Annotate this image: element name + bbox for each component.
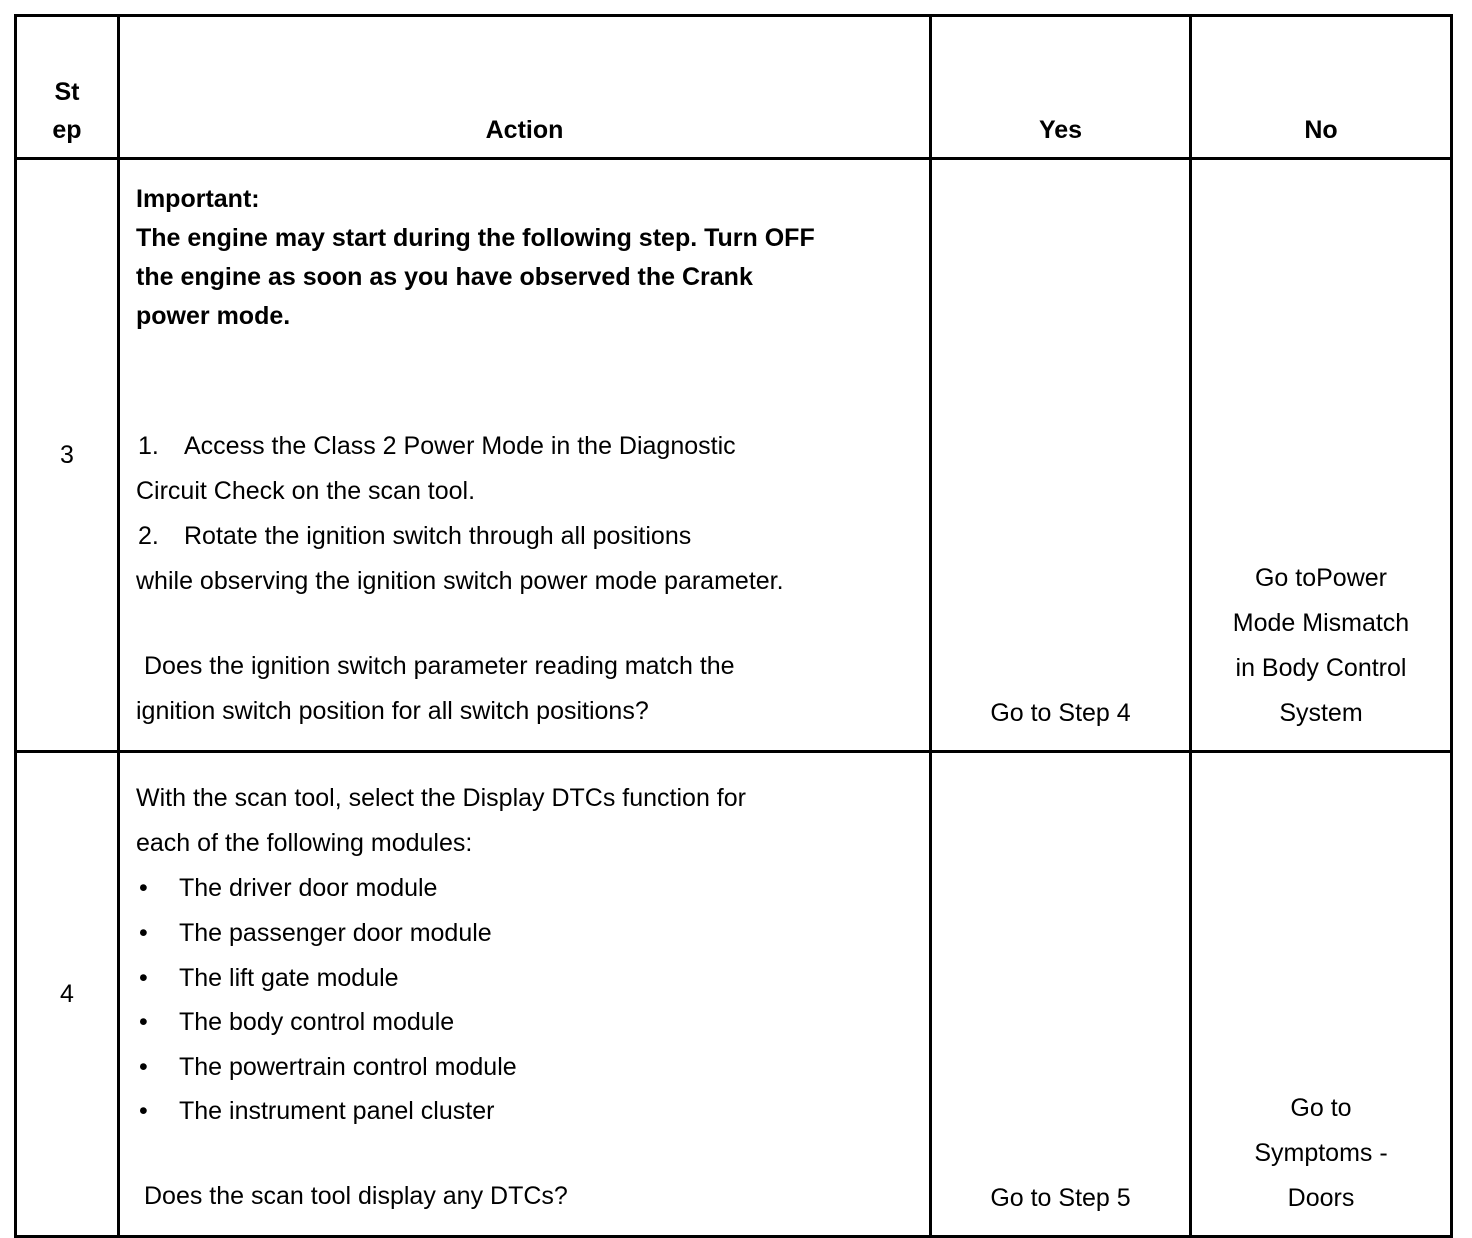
no-line: Doors [1287, 1184, 1355, 1212]
list-item [136, 514, 915, 604]
intro-line: each of the following modules: [136, 829, 473, 858]
question: Does the scan tool display any DTCs? [144, 1182, 568, 1210]
no-line: Mode Mismatch [1232, 609, 1410, 637]
diagnostic-table-frame [14, 14, 1450, 1212]
no-line: Symptoms - [1254, 1139, 1388, 1167]
table-row-step-4 [16, 752, 1452, 1237]
bullet-text: The body control module [179, 1008, 455, 1037]
no-line: Go to [1290, 1094, 1352, 1122]
list-item [136, 956, 915, 1001]
important-note [136, 180, 915, 336]
step-text: while observing the ignition switch power mode parameter. [136, 567, 784, 595]
bullet-icon: • [139, 874, 148, 903]
bullet-text: The lift gate module [179, 963, 399, 992]
header-action: Action [119, 16, 931, 159]
bullet-text: The powertrain control module [179, 1052, 517, 1081]
step-text: Circuit Check on the scan tool. [136, 477, 476, 505]
step-text: Rotate the ignition switch through all positions [184, 522, 692, 550]
header-step-line2: ep [52, 116, 82, 144]
no-line: Go toPower [1254, 564, 1387, 592]
bullet-icon: • [139, 1008, 148, 1037]
yes-cell [931, 752, 1191, 1237]
list-item [136, 1000, 915, 1045]
list-item [136, 866, 915, 911]
step-number: 4 [16, 752, 119, 1237]
bullet-icon: • [139, 1097, 148, 1126]
important-label: Important: [136, 185, 260, 213]
question-line: ignition switch position for all switch positions? [136, 697, 649, 725]
no-cell [1191, 159, 1452, 752]
bullet-icon: • [139, 1052, 148, 1081]
bullet-text: The passenger door module [179, 919, 492, 948]
bullet-icon: • [139, 919, 148, 948]
question [136, 644, 915, 734]
step-index: 1. [138, 432, 159, 460]
yes-cell [931, 159, 1191, 752]
no-link-symptoms-doors[interactable] [1192, 1086, 1450, 1221]
bullet-text: The driver door module [179, 874, 438, 903]
no-link-power-mode-mismatch[interactable] [1192, 556, 1450, 736]
step-number: 3 [16, 159, 119, 752]
list-item [136, 424, 915, 514]
step-text: Access the Class 2 Power Mode in the Diagnostic [184, 432, 736, 460]
important-line: power mode. [136, 302, 291, 330]
header-yes: Yes [931, 16, 1191, 159]
table-row-step-3 [16, 159, 1452, 752]
yes-link-go-to-step-5[interactable]: Go to Step 5 [990, 1184, 1131, 1212]
header-step-line1: St [54, 78, 80, 106]
list-item [136, 911, 915, 956]
no-line: in Body Control [1235, 654, 1407, 682]
list-item [136, 1045, 915, 1090]
header-no: No [1191, 16, 1452, 159]
step-index: 2. [138, 522, 159, 550]
diagnostic-table [14, 14, 1453, 1238]
header-row [16, 16, 1452, 159]
list-item [136, 1089, 915, 1134]
header-step [16, 16, 119, 159]
no-cell [1191, 752, 1452, 1237]
bullet-icon: • [139, 963, 148, 992]
bullet-text: The instrument panel cluster [179, 1097, 495, 1126]
important-line: The engine may start during the following step. Turn OFF [136, 224, 815, 252]
action-cell [119, 159, 931, 752]
question-line: Does the ignition switch parameter reading match the [144, 652, 735, 680]
no-line: System [1279, 699, 1363, 727]
yes-link-go-to-step-4[interactable]: Go to Step 4 [990, 699, 1131, 727]
intro-line: With the scan tool, select the Display DTCs function for [136, 784, 746, 813]
important-line: the engine as soon as you have observed the Crank [136, 263, 753, 291]
action-cell [119, 752, 931, 1237]
